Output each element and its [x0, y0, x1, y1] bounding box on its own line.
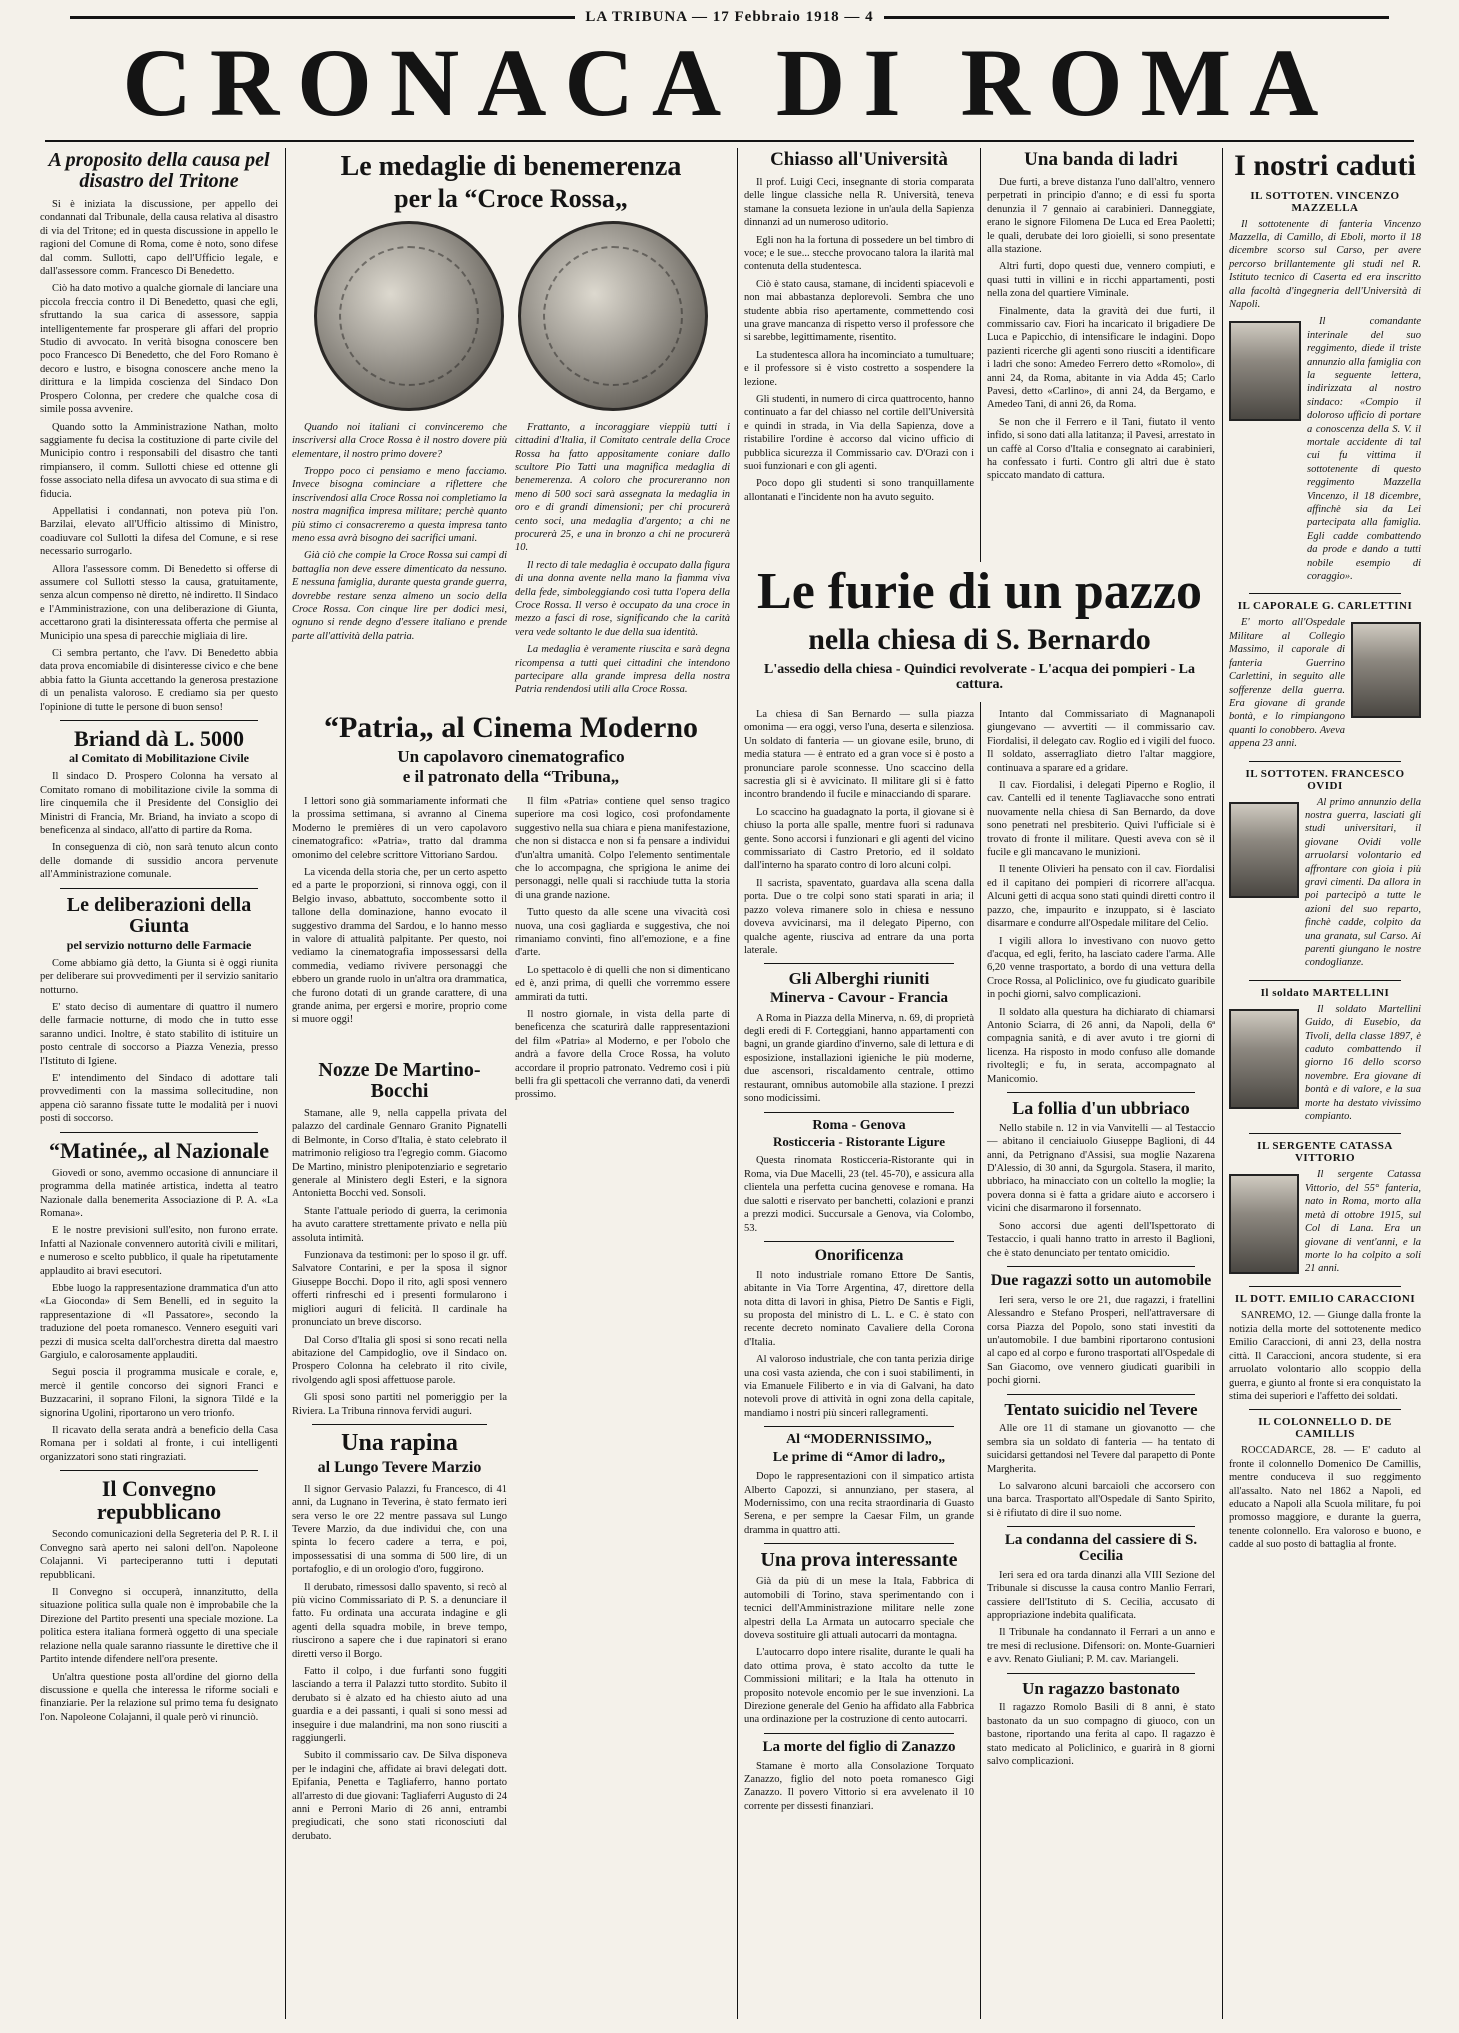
fallen-name: IL COLONNELLO D. DE CAMILLIS — [1258, 1416, 1392, 1441]
article-text: Due furti, a breve distanza l'uno dall'altro, vennero perpetrati in principio d'anno; e di essi fu sporta denunzia il 7 gennaio ai carabinieri. Danneggiate, erano le signore Filomena De Luca ed Erea Paoletti; le quali, derubate dei loro gioielli, si sono presentate alla stazione. — [987, 176, 1215, 255]
separator — [1249, 1133, 1401, 1134]
medaglie-text-columns — [292, 421, 730, 701]
column-rule — [1222, 148, 1223, 2019]
fallen-name: IL SOTTOTEN. VINCENZO MAZZELLA — [1250, 189, 1400, 214]
separator — [764, 1733, 954, 1734]
separator — [764, 1241, 954, 1242]
column-5 — [1229, 146, 1421, 2021]
article-text: Seguì poscia il programma musicale e corale, e, mercè il gentile concorso dei signori Franci e Buzzacarini, il soprano Filoni, la signora Tildé e la signorina Ugolini, riportarono un vero trionfo. — [40, 1367, 278, 1419]
separator — [1007, 1266, 1195, 1267]
fallen-name: IL SERGENTE CATASSA VITTORIO — [1257, 1140, 1393, 1165]
headline-convegno: Il Convegno repubblicano — [96, 1476, 222, 1525]
headline-modernissimo: Al “MODERNISSIMO„ — [786, 1432, 932, 1448]
portrait-ovidi-image — [1229, 802, 1299, 898]
folio-rule-right — [884, 16, 1389, 19]
subheadline-medaglie: per la “Croce Rossa„ — [394, 184, 628, 214]
column-1 — [40, 146, 278, 2021]
portrait-row — [1229, 796, 1421, 974]
article-medaglie — [292, 146, 730, 706]
headline-ragazzi: Due ragazzi sotto un automobile — [990, 1271, 1212, 1289]
text-column — [515, 421, 730, 701]
article-text: La studentesca allora ha incominciato a tumultuare; e il professore si è visto costretto a sospendere la lezione. — [744, 349, 974, 388]
medal-rim — [543, 246, 683, 386]
subheadline: Minerva - Cavour - Francia — [769, 990, 949, 1007]
headline-alberghi: Gli Alberghi riuniti — [788, 969, 930, 989]
article-text: E' stato deciso di aumentare di quattro il numero delle farmacie notturne, di modo che in tutto esse saranno undici. Inoltre, è stato stabilito di istituire un posto centrale di soccorso a Piazza Venezia, presso l'Istituto di Igiene. — [40, 1001, 278, 1067]
article-text: Stante l'attuale periodo di guerra, la cerimonia ha avuto carattere strettamente privato e nella più assoluta intimità. — [292, 1205, 507, 1244]
article-text: Il prof. Luigi Ceci, insegnante di storia comparata delle lingue classiche nella R. Università, teneva stamane la consueta lezione in un'aula della Sapienza dinnanzi ad un numeroso uditorio. — [744, 176, 974, 229]
fallen-name: IL DOTT. EMILIO CARACCIONI — [1234, 1293, 1416, 1306]
article-text: Se non che il Ferrero e il Tani, fiutato il vento infido, si sono dati alla latitanza; il Pavesi, arrestato in un caffè al Corso d'Italia e consegnato ai carabinieri, ha confessato i furti. Contro gli altri due è stato spiccato mandato di cattura. — [987, 416, 1215, 482]
article-text: Il nostro giornale, in vista della parte di beneficenza che scaturirà dalle rappresentazioni del film «Patria» al Moderno, e per l'obolo che andrà a favore della Croce Rossa, ha voluto accordare il proprio patronato. Vedremo così i più belli fra gli spettacoli che verranno dati, da venerdì prossimo. — [515, 1008, 730, 1101]
article-text: SANREMO, 12. — Giunge dalla fronte la notizia della morte del sottotenente medico Emilio Caraccioni, di anni 23, della nostra città. Il Caraccioni, ancora studente, si era arruolato volontario allo scoppio della guerra, e giunto al fronte si era conquistato la stima dei superiori e l'affetto dei soldati. — [1229, 1310, 1421, 1402]
headline-nozze: Nozze De Martino-Bocchi — [318, 1059, 481, 1102]
article-text: Nello stabile n. 12 in via Vanvitelli — al Testaccio — abitano il cenciaiuolo Giuseppe Baglioni, di 44 anni, da Petrignano d'Assisi, sua moglie Nazarena D'Alessio, di 30 anni, da Sgurgola. Stasera, il marito, ubbriaco, ha minacciato con un coltello la moglie; la povera donna si è fatta a gridare aiuto e accorsero i vicini che disarmarono il forsennato. — [987, 1122, 1215, 1215]
headline-bastonato: Un ragazzo bastonato — [1022, 1678, 1180, 1698]
subheadline: e il patronato della “Tribuna„ — [402, 767, 620, 787]
article-text: Si è iniziata la discussione, per appello dei condannati dal Tribunale, della causa relativa al disastro di via del Tritone; ed in questa discussione in appello le ragioni del Comune di Roma, come è noto, sono difese dal comm. Sullotti, capo dell'Ufficio legale, e dall'assessore comm. Francesco Di Benedetto. — [40, 199, 278, 278]
article-text: La medaglia è veramente riuscita e sarà degna ricompensa a tutti quei cittadini che intendono partecipare alla grande impresa della nostra Patria rendendosi utili alla Croce Rossa. — [515, 644, 730, 696]
subheadline: Rosticceria - Ristorante Ligure — [773, 1134, 945, 1150]
article-text: Il ragazzo Romolo Basili di 8 anni, è stato bastonato da un suo compagno di giuoco, con un bastone, riportando una ferita al capo. Il ragazzo è stato medicato al Policlinico, e guarirà in 8 giorni salvo complicazioni. — [987, 1702, 1215, 1768]
headline-ubbriaco: La follia d'un ubbriaco — [1012, 1097, 1190, 1118]
medal-rim — [339, 246, 479, 386]
article-text: Il sergente Catassa Vittorio, del 55° fanteria, nato in Roma, morto alla metà di ottobre 1915, sul Col di Lana. Era un giovane di vent'anni, e la morte lo ha colpito a soli 21 anni. — [1305, 1169, 1421, 1275]
article-text: ROCCADARCE, 28. — E' caduto al fronte il colonnello Domenico De Camillis, mentre conduceva il suo reggimento all'assalto. Nato nel 1862 a Napoli, ed educato a Napoli alla Scuola militare, fu poi promosso maggiore, e durante la guerra, tenente colonnello. Era valoroso e buono, e cadde al suo posto di battaglia al fronte. — [1229, 1445, 1421, 1551]
article-text: E' intendimento del Sindaco di adottare tali provvedimenti con la massima sollecitudine, non appena ciò saranno fissate tutte le modalità per i nuovi posti di soccorso. — [40, 1073, 278, 1125]
article-text: Il signor Gervasio Palazzi, fu Francesco, di 41 anni, da Lugnano in Teverina, è stato fermato ieri sera verso le ore 22 mentre passava sul Lungo Tevere Marzio, da due individui che, con una spinta lo fecero cadere a terra, e poi, impossessatisi di una somma di 500 lire, di un portafoglio, e di un orologio d'oro, fuggirono. — [292, 1483, 507, 1576]
text-column — [292, 421, 507, 701]
article-text: Il tenente Olivieri ha pensato con il cav. Fiordalisi ed il capitano dei pompieri di ricorrere all'acqua. Alcuni getti di acqua sono stati quindi diretti contro il pazzo, che, impaurito e inzuppato, si è lasciato disarmare e condurre all'Ospedale militare del Celio. — [987, 864, 1215, 930]
headline-ladri: Una banda di ladri — [1024, 149, 1178, 170]
article-text: Ieri sera ed ora tarda dinanzi alla VIII Sezione del Tribunale si discusse la causa contro Manlio Ferrari, cassiere dell'Istituto di S. Cecilia, accusato di appropriazione indebita qualificata. — [987, 1569, 1215, 1621]
column-rule — [285, 148, 286, 2019]
article-text: A Roma in Piazza della Minerva, n. 69, di proprietà degli eredi di F. Corteggiani, hanno appartamenti con bagni, un grande giardino d'inverno, sale di lettura e di esposizione, installazioni igieniche le più moderne, due ascensori, riscaldamento centrale, ottimo restaurant, omnibus automobile alla stazione. I prezzi sono modicissimi. — [744, 1012, 974, 1105]
subheadline: pel servizio notturno delle Farmacie — [66, 937, 252, 952]
article-text: Quando sotto la Amministrazione Nathan, molto saggiamente fu decisa la costituzione di parte civile del Municipio contro i responsabili del disastro che tanti rimpiansero, il comm. Sullotti chiese ed ottenne gli fosse associato nella difesa un avvocato di sua stima e di fiducia. — [40, 421, 278, 500]
separator — [1007, 1526, 1195, 1527]
article-text: Dal Corso d'Italia gli sposi si sono recati nella abitazione del Campidoglio, ove il Sindaco on. Prospero Colonna ha celebrato il rito civile, rivolgendo agli sposi affettuose parole. — [292, 1334, 507, 1386]
portrait-martellini-image — [1229, 1009, 1299, 1109]
article-text: Appellatisi i condannati, non poteva più l'on. Barzilai, elevato all'Ufficio altissimo di Ministro, coadiuvare col Sullotti la difesa del Comune, e si rese necessario surrogarlo. — [40, 505, 278, 558]
article-text: I lettori sono già sommariamente informati che la prossima settimana, si avranno al Cinema Moderno le premières di un vero capolavoro cinematografico: «Patria», tratto dal dramma omonimo del celebre scrittore Vittoriano Sardou. — [292, 795, 507, 861]
article-text: Ciò è stato causa, stamane, di incidenti spiacevoli e non mai abbastanza deplorevoli. Sembra che uno studente abbia riso apertamente, commettendo così una grave mancanza di rispetto verso il professore che si sarebbe, legittimamente, risentito. — [744, 278, 974, 344]
folio-text: LA TRIBUNA — 17 Febbraio 1918 — 4 — [585, 8, 874, 25]
article-text: E' morto all'Ospedale Militare al Collegio Massimo, il caporale di fanteria Guerrino Carlettini, in seguito alle sofferenze della guerra. Era giovane di grande bontà, e lo rimpiangono quanti lo conobbero. Aveva appena 23 anni. — [1229, 617, 1345, 750]
article-text: Ciò ha dato motivo a qualche giornale di lanciare una piccola freccia contro il Di Benedetto, quasi che egli, sfruttando la sua carica di assessore, sappia intelligentemente far prosperare gli affari del proprio Studio di avvocato. In verità bisogna conoscere ben poco Francesco Di Benedetto, che del Foro Romano è decoro e lustro, e bisogna conoscere anche meno la dirittura e la limpida coscienza del Sindaco Don Prospero Colonna, per credere che qualche cosa di simile possa avvenire. — [40, 283, 278, 416]
separator — [1007, 1394, 1195, 1395]
article-text: Al primo annunzio della nostra guerra, lasciati gli studi universitari, il giovane Ovidi volle arruolarsi volontario ed affrontare con gioia i più gravi cimenti. Da allora in poi partecipò a tutte le azioni del suo reparto, finchè cadde, colpito da una granata, sul Carso. Ai parenti giungano le nostre condoglianze. — [1305, 796, 1421, 969]
headline-patria: “Patria„ al Cinema Moderno — [323, 711, 699, 744]
separator — [1249, 980, 1401, 981]
article-text: Poco dopo gli studenti si sono tranquillamente allontanati e l'incidente non ha avuto seguito. — [744, 478, 974, 503]
separator — [60, 1132, 258, 1133]
article-text: Allora l'assessore comm. Di Benedetto si offerse di assumere col Sullotti stesso la causa, gratuitamente, senza alcun compenso nè diretto, nè indiretto. Il Sindaco e l'Amministrazione, con una deliberazione di Giunta, accettarono grati la disinteressata offerta che permise al Municipio una spesa di parecchie migliaia di lire. — [40, 563, 278, 642]
column-rule — [980, 148, 981, 2019]
separator — [1007, 1673, 1195, 1674]
headline-zanazzo: La morte del figlio di Zanazzo — [762, 1738, 956, 1755]
separator — [1249, 1409, 1401, 1410]
headline-chiasso: Chiasso all'Università — [770, 149, 948, 170]
article-text: Il sindaco D. Prospero Colonna ha versato al Comitato romano di mobilitazione civile la somma di lire cinquemila che il Presidente del Consiglio dei Ministri di Francia, Mr. Briand, ha inviato a scopo di beneficenza al sindaco, all'atto di partire da Roma. — [40, 771, 278, 836]
article-text: Ci sembra pertanto, che l'avv. Di Benedetto abbia data prova encomiabile di disinteresse civico e che bene abbia fatto la Giunta accettando la generosa prestazione di un penalista valoroso. E crediamo sia per questo l'opinione di tutte le persone di buon senso! — [40, 648, 278, 713]
headline-suicidio: Tentato suicidio nel Tevere — [1004, 1399, 1198, 1419]
article-text: Stamane, alle 9, nella cappella privata del palazzo del cardinale Gennaro Granito Pignatelli di Belmonte, in Corso d'Italia, è stato celebrato il matrimonio religioso tra l'egregio comm. Giacomo De Martino, ministro plenipotenziario e segretario generale al Ministero degli Esteri, e la signora Antonietta Bocchi ved. Sonsoli. — [292, 1108, 507, 1200]
article-text: Giovedì or sono, avemmo occasione di annunciare il programma della matinée artistica, indetta al teatro Nazionale dalla benemerita Associazione di P. A. «La Romana». — [40, 1167, 278, 1219]
fallen-name: IL SOTTOTEN. FRANCESCO OVIDI — [1245, 767, 1405, 792]
article-text: In conseguenza di ciò, non sarà tenuto alcun conto delle domande di sussidio ancora pervenute all'Amministrazione comunale. — [40, 842, 278, 881]
headline-giunta: Le deliberazioni della Giunta — [66, 893, 252, 937]
article-text: Lo spettacolo è di quelli che non si dimenticano ed è, anzi prima, di quelli che vorremmo essere ammirati da tutti. — [515, 964, 730, 1003]
portrait-row — [1229, 616, 1421, 754]
separator — [1249, 761, 1401, 762]
portrait-carlettini-image — [1351, 622, 1421, 718]
headline-briand: Briand dà L. 5000 — [74, 726, 244, 752]
article-text: Stamane è morto alla Consolazione Torquato Zanazzo, figlio del noto poeta romanesco Gigi Zanazzo. Il povero Vittorio si era avvelenato il 10 corrente per dissesti finanziari. — [744, 1760, 974, 1812]
article-text: Fatto il colpo, i due furfanti sono fuggiti lasciando a terra il Palazzi tutto stordito. Subito il derubato si è alzato ed ha chiesto aiuto ad una guardia e a dei passanti, i quali si sono messi ad inseguire i due malandrini, ma non sono riusciti a raggiungerli. — [292, 1666, 507, 1745]
headline-pazzo: Le furie di un pazzo — [757, 563, 1202, 620]
article-text: Il sacrista, spaventato, guardava alla scena dalla porta. Due o tre colpi sono stati sparati in aria; il pazzo voleva rimanere solo in chiesa e nessuno doveva avvicinarsi, ma il delegato Piperno, con qualche agente, riusciva ad entrare da una porta laterale. — [744, 877, 974, 956]
article-text: I vigili allora lo investivano con nuovo getto d'acqua, ed egli, ferito, ha lasciato cadere l'arma. Alle 6,20 venne trasportato, a bordo di una vettura della Croce Rossa, al Policlinico, ove fu giudicato guaribile in pochi giorni, salvo complicazioni. — [987, 935, 1215, 1001]
deck-pazzo: L'assedio della chiesa - Quindici revolverate - L'acqua dei pompieri - La cattura. — [763, 661, 1195, 692]
article-ladri — [987, 146, 1215, 556]
subheadline-pazzo: nella chiesa di S. Bernardo — [808, 623, 1151, 656]
medal-photos — [292, 221, 730, 421]
article-text: Altri furti, dopo questi due, vennero compiuti, e quasi tutti in villini e in ricchi appartamenti, posti nella zona del quartiere Viminale. — [987, 261, 1215, 300]
article-text: Ieri sera, verso le ore 21, due ragazzi, i fratellini Alessandro e Stefano Prosperi, nell'attraversare di corsa Piazza del Popolo, sono stati investiti da un'automobile. I due bambini riportarono contusioni al capo ed al corpo e furono trasportati all'Ospedale di San Giacomo, ove vennero giudicati guaribili in pochi giorni. — [987, 1294, 1215, 1387]
separator — [60, 720, 258, 721]
separator — [764, 1112, 954, 1113]
article-text: Gli studenti, in numero di circa quattrocento, hanno continuato a far del chiasso nel cortile dell'Università e quindi in strada, in Via della Sapienza, dove a ristabilire l'ordine è accorso dal vicino ufficio di pubblica sicurezza il Commissario cav. D'Orazi con i suoi funzionari e con gli agenti. — [744, 394, 974, 473]
article-text: La chiesa di San Bernardo — sulla piazza omonima — era oggi, verso l'una, deserta e silenziosa. Un soldato di fanteria — un giovane esile, bruno, di media statura — è entrato ed a gran voce si è posto a pronunciare parole sconnesse. Uno scaccino della sacrestia gli si è avvicinato. Il militare gli si è fatto incontro brandendo il fucile e minacciando di sparare. — [744, 709, 974, 801]
article-text: Funzionava da testimoni: per lo sposo il gr. uff. Salvatore Contarini, e per la sposa il signor Giuseppe Bocchi. Dopo il rito, agli sposi vennero offerti rinfreschi ed i presenti formularono i migliori auguri di felicità. Il cardinale ha pronunciato un breve discorso. — [292, 1250, 507, 1329]
article-text: Il sottotenente di fanteria Vincenzo Mazzella, di Camillo, di Eboli, morto il 18 dicembre scorso sul Carso, per avere percorso brillantemente gli studi nel R. Istituto tecnico di Caserta ed era inscritto alla facoltà d'ingegneria dell'Università di Napoli. — [1229, 218, 1421, 310]
article-text: Sono accorsi due agenti dell'Ispettorato di Testaccio, i quali hanno tratto in arresto il Baglioni, che è stato denunciato per tentato omicidio. — [987, 1220, 1215, 1259]
article-text: Il soldato alla questura ha dichiarato di chiamarsi Antonio Sciarra, di 26 anni, da Napoli, della 6ª compagnia sanità, e di aver avuto i tre giorni di licenza. Ha risposto in modo confuso alle domande rivoltegli; e fu, in serata, accompagnato al Manicomio. — [987, 1006, 1215, 1085]
separator — [60, 1470, 258, 1471]
article-text: Subito il commissario cav. De Silva disponeva per le indagini che, affidate ai bravi delegati dott. Epifania, Penetta e Tagliaferro, hanno portato all'arresto di due giovani: Tagliaferri Augusto di 24 anni e Perroni Mario di 26 anni, entrambi pregiudicati, che sono stati riconosciuti dal derubato. — [292, 1750, 507, 1842]
separator — [1249, 593, 1401, 594]
article-text: Già da più di un mese la Itala, Fabbrica di automobili di Torino, stava sperimentando con i tecnici dell'Amministrazione militare nelle zone alpestri della La Armata un autocarro speciale che doveva sostituire gli attuali autocarri da montagna. — [744, 1576, 974, 1641]
medal-recto-image — [314, 221, 504, 411]
separator — [312, 1424, 487, 1425]
headline-cassiere: La condanna del cassiere di S. Cecilia — [1004, 1532, 1198, 1564]
article-text: Come abbiamo già detto, la Giunta si è oggi riunita per deliberare sui provvedimenti per il servizio sanitario notturno. — [40, 957, 278, 996]
separator — [764, 1426, 954, 1427]
subheadline: Le prime di “Amor di ladro„ — [772, 1449, 946, 1465]
article-text: L'autocarro dopo intere risalite, durante le quali ha dato ottima prova, è stato accolto da tutte le Commissioni militari; e la Itala ha ottenuto in proposito notevole encomio per le sue invenzioni. La Direzione generale del Genio ha affidato alla Fabbrica una ordinazione per la costruzione di cento autocarri. — [744, 1647, 974, 1726]
subheadline: al Lungo Tevere Marzio — [317, 1459, 482, 1477]
article-text: Il soldato Martellini Guido, di Eusebio, da Tivoli, della classe 1897, è caduto combattendo il giorno 16 dello scorso novembre. Era giovane di bontà e di valore, e la sua morte ha destato vivissimo compianto. — [1305, 1003, 1421, 1123]
fallen-name: Il soldato MARTELLINI — [1260, 986, 1390, 999]
masthead: CRONACA DI ROMA — [122, 29, 1337, 136]
article-text: Il recto di tale medaglia è occupato dalla figura di una donna avente nella mano la fiamma viva della fede, simboleggiando così tutta l'opera della Croce Rossa. Il verso è occupato da una croce in mezzo a fasci di rose, significando che la carità vera vede soltanto le due della sua identità. — [515, 559, 730, 638]
article-text: Il Convegno si occuperà, innanzitutto, della situazione politica sulla quale non è improbabile che la Direzione del Partito presenti una speciale mozione. La politica estera italiana formerà oggetto di una speciale relazione nella quale saranno riassunte le direttive che il Partito intende difendere nell'ora presente. — [40, 1587, 278, 1666]
article-text: Il Tribunale ha condannato il Ferrari a un anno e tre mesi di reclusione. Difensori: on. Monte-Guarnieri e avv. Renato Giuliani; P. M. cav. Mariangeli. — [987, 1627, 1215, 1666]
portrait-catassa-image — [1229, 1174, 1299, 1274]
article-text: Gli sposi sono partiti nel pomeriggio per la Riviera. La Tribuna rinnova fervidi auguri. — [292, 1392, 507, 1417]
article-text: Lo salvarono alcuni barcaioli che accorsero con una barca. Trasportato all'Ospedale di Santo Spirito, si è rifiutato di dire il suo nome. — [987, 1481, 1215, 1519]
article-text: Il derubato, rimessosi dallo spavento, si recò al più vicino Commissariato di P. S. a denunciare il fatto. Fu ordinata una accurata indagine e gli agenti della squadra mobile, in breve tempo, riuscirono a sapere che i due rapinatori si erano diretti verso il Borgo. — [292, 1581, 507, 1660]
separator — [60, 888, 258, 889]
portrait-row — [1229, 1003, 1421, 1128]
article-text: Finalmente, data la gravità dei due furti, il commissario cav. Fiori ha incaricato il brigadiere De Luca e Papicchio, di intensificare le indagini. Dopo pazienti ricerche gli agenti sono riusciti a identificare i ladri che sono: Amedeo Ferrero detto «Romolo», di anni 24, da Roma, abitante in via Adda 45; Carlo Pavesi, detto «Carlino», di anni 24, da Bergamo, e Amedeo Tani, di anni 26, da Roma. — [987, 305, 1215, 411]
article-text: Il cav. Fiordalisi, i delegati Piperno e Roglio, il cav. Cantelli ed il tenente Tagliavacche sono entrati nuovamente nella chiesa di San Bernardo, da dove sono penetrati nel presbiterio. Quivi l'ufficiale si è trovato di fronte il militare. Questi aveva con sè il fucile e gli mancavano le munizioni. — [987, 780, 1215, 859]
separator — [1007, 1092, 1195, 1093]
headline-prova: Una prova interessante — [760, 1549, 958, 1572]
article-text: Intanto dal Commissariato di Magnanapoli giungevano — avvertiti — il commissario cav. Fiordalisi, il delegato cav. Roglio ed i vigili del fuoco. Il soldato, asserragliato dietro l'altar maggiore, continuava a sparare ed a gridare. — [987, 709, 1215, 774]
separator — [1249, 1286, 1401, 1287]
article-text: Tutto questo da alle scene una vivacità così nuova, una così gagliarda e suggestiva, che noi rimaniamo convinti, fino all'emozione, e a fine d'arte. — [515, 907, 730, 959]
column-rule — [737, 148, 738, 2019]
text-column — [515, 795, 730, 1106]
article-text: Il film «Patria» contiene quel senso tragico superiore ma così logico, così profondamente suggestivo nella sua chiara e piena manifestazione, che non si distacca e non si fa pensare a individui d'un'altra umanità. Colpo l'elemento sentimentale che lo accompagna, che sprigiona le anime dei personaggi, nelle quali si racchiude tutta la storia di una grande nazione. — [515, 795, 730, 901]
headline-onorificenza: Onorificenza — [814, 1246, 904, 1264]
article-text: Frattanto, a incoraggiare vieppiù tutti i cittadini d'Italia, il Comitato centrale della Croce Rossa ha fatto appositamente coniare dallo scultore Pio Tatti una magnifica medaglia di benemerenza. A coloro che procureranno non meno di 500 soci sarà assegnata la medaglia in oro e di grandi dimensioni; per chi procurerà cento soci, una medaglia d'argento; a chi ne procurerà 25, e una in bronzo a chi ne procurerà 10. — [515, 421, 730, 554]
article-text: Troppo poco ci pensiamo e meno facciamo. Invece bisogna cominciare a riflettere che inscrivendosi alla Croce Rossa noi completiamo la nostra magnifica impresa militare; perchè quanto più stimo ci consacreremo a questa impresa tanto meno essa avrà bisogno dei sacrifici umani. — [292, 465, 507, 544]
column-4 — [987, 708, 1215, 2018]
medal-verso-image — [518, 221, 708, 411]
article-text: Dopo le rappresentazioni con il simpatico artista Alberto Capozzi, si annunziano, per stasera, al Modernissimo, con una recita straordinaria di Guasto Serena, e per sempre la Caesar Film, un grande dramma in quattro atti. — [744, 1471, 974, 1536]
headline-caduti: I nostri caduti — [1234, 149, 1416, 182]
article-text: La vicenda della storia che, per un certo aspetto ed a parte le proporzioni, si rinnova oggi, con il Belgio invaso, abbattuto, soccombente sotto il tallone della dominazione, hanno evocato il suggestivo dramma del Sardou, e lo hanno messo in valore di attualità palpitante. Per questo, noi vediamo la cinematografia impossessarsi della commedia, vediamo rivivere personaggi che ebbero un grande ruolo in un'altra ora drammatica, che furono dotati di un grande carattere, di una grande anima, per ergersi e morire, proprio come si muore oggi! — [292, 866, 507, 1026]
subheadline: Un capolavoro cinematografico — [397, 746, 625, 766]
masthead-rule — [45, 140, 1414, 142]
article-text: Quando noi italiani ci convinceremo che inscriversi alla Croce Rossa è il nostro dovere più elementare, il nostro primo dovere? — [292, 421, 507, 460]
article-text: Alle ore 11 di stamane un giovanotto — che sembra sia un soldato di fanteria — ha tentato di suicidarsi gettandosi nel Tevere dal parapetto di Ponte Margherita. — [987, 1423, 1215, 1475]
separator — [764, 963, 954, 964]
article-text: Un'altra questione posta all'ordine del giorno della discussione e quella che interessa le riforme sociali e finanziarie. Per la relazione sul primo tema fu designato l'on. Napoleone Colajanni, il quale però vi rinunciò. — [40, 1671, 278, 1723]
article-text: Al valoroso industriale, che con tanta perizia dirige una così vasta azienda, che con i suoi stabilimenti, in via Emanuele Filiberto e in via di Galvani, ha dato notevoli prove di attività in ogni zona della capitale, mandiamo i nostri più sinceri rallegramenti. — [744, 1354, 974, 1419]
article-text: Il noto industriale romano Ettore De Santis, abitante in Via Torre Argentina, 47, direttore della nota ditta di lavori in ghisa, Pietro De Santis e Figli, su proposta del ministro di L. L. e C. è stato con recente decreto nominato Cavaliere della Corona d'Italia. — [744, 1269, 974, 1348]
article-text: Ebbe luogo la rappresentazione drammatica d'un atto «La Gioconda» di Sem Benelli, ed in seguito la rappresentazione di «Il Passatore», secondo la traduzione del poeta romanesco. Vennero eseguiti vari pezzi di musica scelta dall'orchestra diretta dal maestro Gargiulo, e calorosamente applauditi. — [40, 1282, 278, 1361]
article-text: Il ricavato della serata andrà a beneficio della Casa Romana per i soldati al fronte, i cui intelligenti organizzatori sono stati ringraziati. — [40, 1425, 278, 1463]
column-3 — [744, 708, 974, 2018]
article-text: Egli non ha la fortuna di possedere un bel timbro di voce; e le sue... stecche provocano talora la ilarità mal contenuta della studentesca. — [744, 234, 974, 273]
headline-block-pazzo — [744, 562, 1215, 702]
folio — [60, 6, 1399, 28]
headline-matinee: “Matinée„ al Nazionale — [49, 1137, 269, 1163]
headline-medaglie: Le medaglie di benemerenza — [340, 151, 682, 182]
portrait-mazzella-image — [1229, 321, 1301, 421]
portrait-row — [1229, 1168, 1421, 1280]
fallen-name: IL CAPORALE G. CARLETTINI — [1237, 600, 1413, 613]
article-text: E le nostre previsioni sull'esito, non furono errate. Infatti al Nazionale convennero autorità civili e militari, e numeroso e scelto pubblico, il quale ha ripetutamente applaudito ai bravi esecutori. — [40, 1225, 278, 1277]
article-chiasso — [744, 146, 974, 556]
separator — [764, 1543, 954, 1544]
portrait-row — [1229, 315, 1421, 587]
subheadline: al Comitato di Mobilitazione Civile — [69, 751, 249, 766]
article-text: Questa rinomata Rosticceria-Ristorante qui in Roma, via Due Macelli, 23 (tel. 45-70), e assicura alla clientela una perfetta cucina genovese e romana. Ha due salotti e riservato per banchetti, colazioni e pranzi a prezzi modici. Succursale a Genova, via Colombo, 53. — [744, 1155, 974, 1234]
article-text: Secondo comunicazioni della Segreteria del P. R. I. il Convegno sarà aperto nei saloni dell'on. Napoleone Colajanni. Vi parteciperanno tutti i deputati repubblicani. — [40, 1529, 278, 1581]
headline-roma-genova: Roma - Genova — [812, 1117, 906, 1133]
headline-tritone: A proposito della causa pel disastro del Tritone — [48, 149, 270, 192]
folio-rule-left — [70, 16, 575, 19]
article-text: Già ciò che compie la Croce Rossa sui campi di battaglia non deve essere dimenticato da nessuno. E nessuna famiglia, durante questa grande guerra, dovrebbe restare senza almeno un socio della Croce Rossa. Con cinque lire per dodici mesi, ognuno si rende degno d'essere italiano e prende parte all'attività della patria. — [292, 550, 507, 642]
article-text: Il comandante interinale del suo reggimento, diede il triste annunzio alla famiglia con la seguente lettera, indirizzata al nostro sindaco: «Compio il doloroso ufficio di portare a conoscenza della S. V. il mortale accidente di tal cui fu vittima il sottotenente di questo reggimento Mazzella Vincenzo, il 18 dicembre, affinchè sia da Lei partecipata alla famiglia. Egli cadde combattendo da prode e dando a tutti nobile esempio di coraggio». — [1307, 316, 1421, 583]
article-text: Lo scaccino ha guadagnato la porta, il giovane si è chiuso la porta alle spalle, mentre fuori si radunava gente. Sono accorsi i funzionari e gli agenti del vicino commissariato di Castro Pretorio, ed il soldato dall'interno ha sparato contro di loro alcuni colpi. — [744, 806, 974, 872]
column-2a — [292, 1060, 507, 2020]
headline-rapina: Una rapina — [341, 1429, 458, 1456]
